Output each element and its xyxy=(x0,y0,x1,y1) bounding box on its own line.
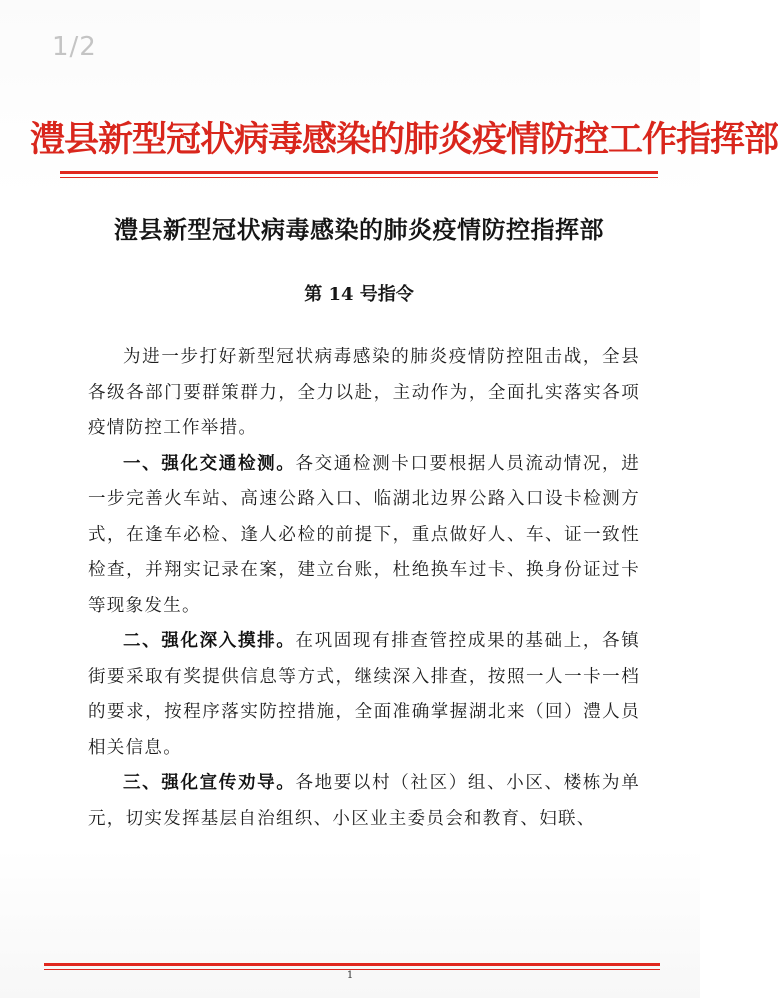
section-heading-1: 一、强化交通检测。 xyxy=(123,453,296,474)
footer-page-number: 1 xyxy=(346,970,354,981)
document-masthead: 澧县新型冠状病毒感染的肺炎疫情防控工作指挥部 xyxy=(30,119,778,160)
document-title: 澧县新型冠状病毒感染的肺炎疫情防控指挥部 xyxy=(114,215,604,244)
section-heading-2: 二、强化深入摸排。 xyxy=(123,631,296,651)
section-text-1: 各交通检测卡口要根据人员流动情况，进一步完善火车站、高速公路入口、临湖北边界公路入口设卡检测方式，在逢车必检、逢人必检的前提下，重点做好人、车、证一致性检查，并翔实记录在案，建立台账，杜绝换车过卡、换身份证过卡等现象发生。 xyxy=(88,453,640,616)
section-heading-3: 三、强化宣传劝导。 xyxy=(123,773,296,793)
document-body xyxy=(88,340,640,837)
section-text-3: 各地要以村（社区）组、小区、楼栋为单元，切实发挥基层自治组织、小区业主委员会和教育、妇联、 xyxy=(88,773,640,829)
section-text-2: 在巩固现有排查管控成果的基础上，各镇街要采取有奖提供信息等方式，继续深入排查，按照一人一卡一档的要求，按程序落实防控措施，全面准确掌握湖北来（回）澧人员相关信息。 xyxy=(88,631,640,758)
page-indicator: 1/2 xyxy=(52,32,97,62)
section-paragraph-3 xyxy=(88,766,640,837)
intro-paragraph: 为进一步打好新型冠状病毒感染的肺炎疫情防控阻击战，全县各级各部门要群策群力，全力以赴，主动作为，全面扎实落实各项疫情防控工作举措。 xyxy=(88,347,640,438)
section-paragraph-1 xyxy=(88,447,640,625)
masthead-rule-thick xyxy=(60,171,658,174)
document-number: 第 14 号指令 xyxy=(304,284,414,305)
section-paragraph-2 xyxy=(88,624,640,766)
footer-rule-thick xyxy=(44,963,660,966)
masthead-rule-thin xyxy=(60,177,658,178)
